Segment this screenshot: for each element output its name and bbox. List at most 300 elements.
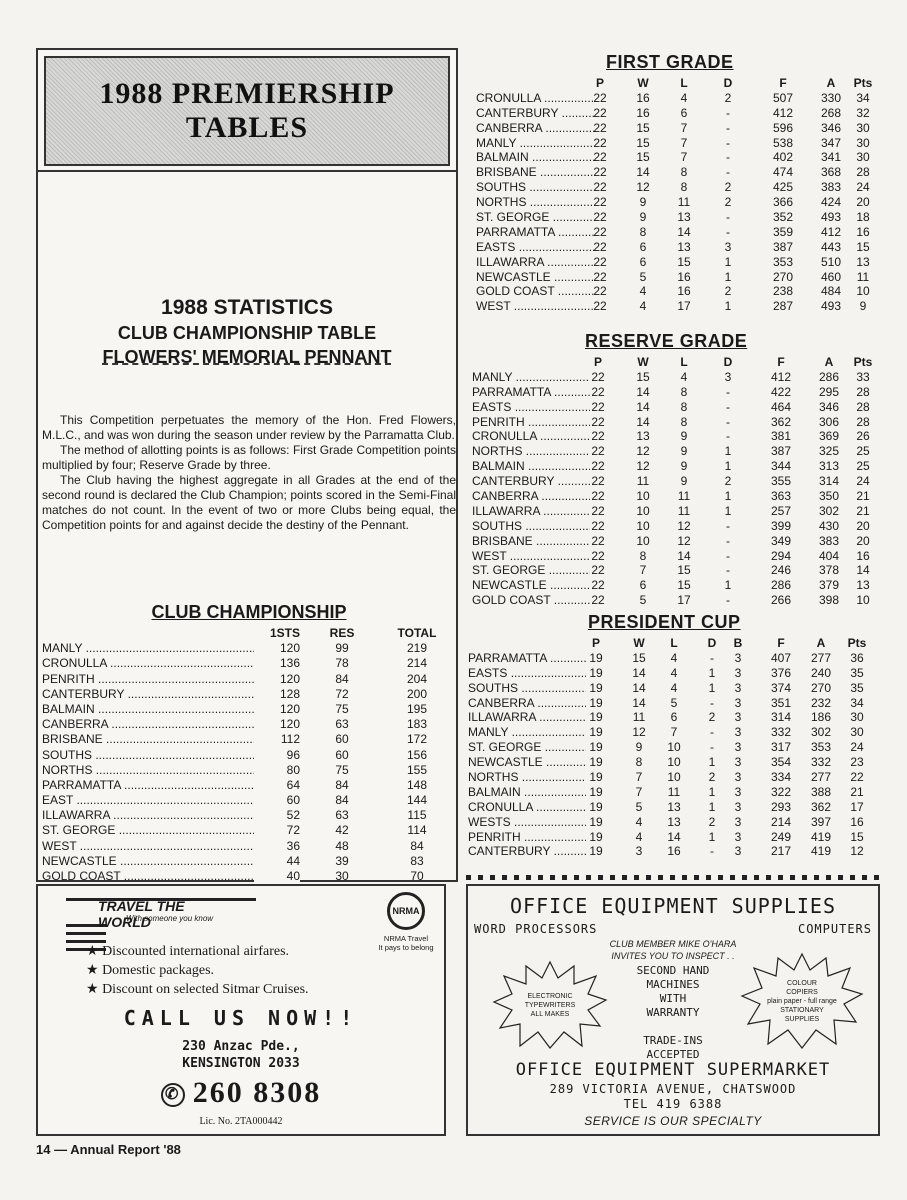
table-cell: 22: [591, 474, 605, 489]
table-cell: 351: [770, 695, 792, 710]
banner-line-1: 1988 PREMIERSHIP: [99, 77, 395, 110]
table-cell: 144: [406, 793, 428, 808]
table-cell: 3: [724, 239, 732, 254]
table-cell: -: [710, 650, 714, 665]
table-cell: 13: [856, 578, 870, 593]
table-cell: 8: [680, 384, 688, 399]
table-cell: 60: [254, 793, 300, 808]
table-cell: 294: [770, 548, 792, 563]
column-header: TOTAL: [397, 626, 437, 640]
column-header: RES: [329, 626, 355, 640]
table-cell: 3: [734, 799, 742, 814]
table-cell: 21: [856, 503, 870, 518]
table-cell: 1: [724, 444, 732, 459]
banner-line-2: TABLES: [185, 111, 309, 144]
table-cell: 302: [818, 503, 840, 518]
table-row: [42, 854, 452, 869]
invite-line-2: INVITES YOU TO INSPECT . .: [611, 951, 735, 961]
club-name: SOUTHS .....: [472, 519, 590, 534]
table-row: [468, 830, 886, 845]
pennant-title: FLOWERS' MEMORIAL PENNANT: [102, 347, 392, 367]
table-cell: 306: [818, 414, 840, 429]
table-cell: 1: [724, 269, 732, 284]
table-cell: 34: [856, 90, 870, 105]
table-cell: 25: [856, 459, 870, 474]
table-cell: 60: [335, 732, 349, 747]
column-header: L: [680, 76, 688, 90]
column-header: Pts: [847, 636, 867, 650]
club-name: PENRITH .....: [468, 830, 586, 845]
table-cell: 70: [410, 869, 424, 883]
club-name: CANTERBURY .....: [472, 474, 590, 489]
table-cell: -: [726, 165, 730, 180]
call-us-text: CALL US NOW!!: [123, 1006, 359, 1030]
table-cell: 22: [591, 593, 605, 608]
table-row: [476, 121, 886, 136]
table-cell: 22: [593, 120, 607, 135]
table-row: [476, 210, 886, 225]
table-cell: -: [726, 414, 730, 429]
table-cell: 493: [820, 299, 842, 314]
table-cell: 11: [667, 784, 681, 799]
table-cell: 183: [406, 717, 428, 732]
table-cell: 200: [406, 686, 428, 701]
table-cell: 16: [850, 814, 864, 829]
table-cell: 22: [593, 239, 607, 254]
first-grade-table: [476, 76, 886, 314]
column-header: W: [633, 636, 645, 650]
table-cell: 5: [639, 269, 647, 284]
table-row: [476, 136, 886, 151]
table-cell: 28: [856, 414, 870, 429]
table-cell: 11: [632, 710, 646, 725]
table-cell: 464: [770, 399, 792, 414]
table-cell: 6: [639, 254, 647, 269]
invite-line-1: CLUB MEMBER MIKE O'HARA: [609, 939, 737, 949]
table-cell: 277: [810, 650, 832, 665]
table-cell: 22: [850, 770, 864, 785]
table-cell: 12: [636, 180, 650, 195]
table-cell: 24: [856, 474, 870, 489]
table-cell: -: [726, 384, 730, 399]
address-line-1: 230 Anzac Pde.,: [182, 1039, 300, 1054]
table-cell: 6: [670, 710, 678, 725]
club-name: NORTHS .....: [468, 770, 586, 785]
table-cell: 3: [734, 665, 742, 680]
table-cell: 6: [680, 105, 688, 120]
table-cell: 10: [667, 755, 681, 770]
burst-left-line: TYPEWRITERS: [524, 1001, 576, 1009]
column-header: Pts: [853, 355, 873, 369]
club-name: PARRAMATTA .....: [472, 385, 590, 400]
table-cell: 7: [635, 770, 643, 785]
office-title: OFFICE EQUIPMENT SUPPLIES: [509, 894, 837, 918]
table-cell: 10: [636, 489, 650, 504]
table-row: [42, 839, 452, 854]
table-cell: 4: [635, 814, 643, 829]
table-cell: 286: [818, 369, 840, 384]
table-cell: 11: [677, 503, 691, 518]
office-tel: TEL 419 6388: [623, 1097, 723, 1111]
table-cell: 2: [724, 90, 732, 105]
table-cell: 368: [820, 165, 842, 180]
table-cell: -: [726, 210, 730, 225]
table-cell: 7: [639, 563, 647, 578]
table-cell: 14: [632, 665, 646, 680]
table-cell: 19: [589, 799, 603, 814]
club-name: CRONULLA .....: [476, 91, 594, 106]
club-name: CANTERBURY .....: [476, 106, 594, 121]
phone-icon: ✆: [161, 1083, 185, 1107]
table-cell: 15: [677, 254, 691, 269]
table-row: [42, 672, 452, 687]
table-cell: 19: [589, 770, 603, 785]
burst-right-line: STATIONARY: [780, 1006, 824, 1014]
table-cell: 240: [810, 665, 832, 680]
table-header-row: [42, 626, 452, 641]
club-name: WESTS .....: [468, 815, 586, 830]
table-cell: 376: [770, 665, 792, 680]
table-cell: 350: [818, 489, 840, 504]
table-cell: 6: [639, 239, 647, 254]
table-row: [476, 270, 886, 285]
table-cell: 14: [677, 224, 691, 239]
table-cell: 314: [818, 474, 840, 489]
table-cell: 374: [770, 680, 792, 695]
burst-left-line: ELECTRONIC: [527, 992, 573, 1000]
club-name: BALMAIN .....: [42, 702, 274, 717]
table-cell: 12: [632, 725, 646, 740]
table-cell: 30: [335, 869, 349, 883]
table-cell: 1: [708, 829, 716, 844]
table-cell: 172: [406, 732, 428, 747]
table-cell: 72: [335, 686, 349, 701]
service-slogan: SERVICE IS OUR SPECIALTY: [584, 1114, 762, 1128]
intro-paragraph: The Club having the highest aggregate in all Grades at the end of the second round is declared the Club Champion; points scored in the Semi-Final matches do not count. In the event of two or more Clubs being equal, the Competition points for and against decide the destiny of the Pennant.: [42, 473, 456, 532]
table-cell: 383: [818, 533, 840, 548]
column-header: W: [637, 355, 649, 369]
table-cell: 4: [670, 650, 678, 665]
table-cell: 186: [810, 710, 832, 725]
table-cell: 22: [593, 284, 607, 299]
table-cell: -: [726, 150, 730, 165]
table-cell: 287: [772, 299, 794, 314]
table-cell: 5: [635, 799, 643, 814]
table-cell: 14: [667, 829, 681, 844]
table-cell: 379: [818, 578, 840, 593]
table-row: [42, 656, 452, 671]
table-cell: 128: [254, 687, 300, 702]
table-cell: 232: [810, 695, 832, 710]
table-cell: 96: [254, 748, 300, 763]
table-cell: 13: [677, 210, 691, 225]
table-row: [42, 823, 452, 838]
table-cell: 22: [591, 533, 605, 548]
table-cell: 349: [770, 533, 792, 548]
table-cell: 219: [406, 641, 428, 656]
club-name: PARRAMATTA .....: [468, 651, 586, 666]
table-cell: 14: [632, 695, 646, 710]
table-cell: 369: [818, 429, 840, 444]
table-row: [468, 800, 886, 815]
table-row: [468, 740, 886, 755]
club-name: ILLAWARRA .....: [476, 255, 594, 270]
table-cell: 15: [636, 135, 650, 150]
table-cell: 14: [636, 165, 650, 180]
table-cell: 19: [589, 784, 603, 799]
table-row: [472, 400, 886, 415]
column-header: A: [824, 355, 834, 369]
trade-line-2: ACCEPTED: [646, 1048, 700, 1061]
column-header: Pts: [853, 76, 873, 90]
table-row: [468, 844, 886, 859]
table-cell: 1: [708, 665, 716, 680]
table-row: [468, 815, 886, 830]
column-header: A: [816, 636, 826, 650]
table-cell: 1: [724, 459, 732, 474]
table-row: [42, 687, 452, 702]
address-line-2: KENSINGTON 2033: [182, 1056, 300, 1071]
table-cell: 22: [591, 459, 605, 474]
table-cell: 16: [856, 224, 870, 239]
table-cell: 9: [639, 195, 647, 210]
table-cell: 8: [635, 755, 643, 770]
column-header: L: [680, 355, 688, 369]
column-header: 1STS: [254, 626, 300, 641]
table-row: [476, 165, 886, 180]
travel-subtitle: With someone you know: [126, 914, 214, 923]
table-cell: 270: [810, 680, 832, 695]
table-cell: 16: [636, 90, 650, 105]
table-cell: 353: [772, 254, 794, 269]
table-cell: 30: [856, 150, 870, 165]
table-cell: 10: [636, 533, 650, 548]
club-name: MANLY .....: [472, 370, 590, 385]
table-cell: 270: [772, 269, 794, 284]
club-name: ST. GEORGE .....: [42, 823, 274, 838]
club-name: SOUTHS .....: [42, 748, 274, 763]
table-cell: 18: [856, 210, 870, 225]
table-cell: 16: [677, 284, 691, 299]
table-cell: 84: [335, 777, 349, 792]
table-cell: 4: [680, 90, 688, 105]
table-cell: 7: [680, 120, 688, 135]
table-cell: 39: [335, 853, 349, 868]
column-header: P: [595, 76, 604, 90]
table-cell: 84: [410, 838, 424, 853]
table-row: [476, 91, 886, 106]
table-cell: 353: [810, 740, 832, 755]
club-name: BRISBANE .....: [472, 534, 590, 549]
table-cell: 12: [636, 459, 650, 474]
table-cell: 22: [591, 503, 605, 518]
table-row: [472, 578, 886, 593]
table-cell: 1: [724, 503, 732, 518]
club-name: PENRITH .....: [472, 415, 590, 430]
table-row: [472, 519, 886, 534]
nrma-logo: [376, 892, 436, 952]
table-row: [472, 385, 886, 400]
table-cell: 26: [856, 429, 870, 444]
trade-line-1: TRADE-INS: [643, 1034, 703, 1047]
table-cell: -: [726, 533, 730, 548]
table-cell: 60: [335, 747, 349, 762]
table-cell: 7: [680, 150, 688, 165]
bullet-item: ★ Domestic packages.: [86, 961, 309, 980]
column-header: B: [733, 636, 743, 650]
table-cell: 78: [335, 656, 349, 671]
club-name: CANBERRA .....: [472, 489, 590, 504]
table-cell: 19: [589, 665, 603, 680]
table-cell: 34: [850, 695, 864, 710]
table-cell: 507: [772, 90, 794, 105]
table-cell: 120: [254, 717, 300, 732]
table-cell: -: [726, 224, 730, 239]
table-cell: 22: [591, 548, 605, 563]
table-row: [472, 534, 886, 549]
table-cell: 19: [589, 740, 603, 755]
table-cell: 19: [589, 725, 603, 740]
club-name: CRONULLA .....: [468, 800, 586, 815]
table-cell: 538: [772, 135, 794, 150]
table-row: [476, 180, 886, 195]
table-cell: 387: [772, 239, 794, 254]
table-cell: 19: [589, 814, 603, 829]
table-cell: 40: [254, 869, 300, 884]
table-cell: 268: [820, 105, 842, 120]
table-row: [468, 681, 886, 696]
club-name: ST. GEORGE .....: [472, 563, 590, 578]
table-cell: 295: [818, 384, 840, 399]
table-cell: 2: [724, 284, 732, 299]
table-cell: 10: [636, 503, 650, 518]
table-cell: 330: [820, 90, 842, 105]
club-name: GOLD COAST .....: [476, 284, 594, 299]
club-name: CANBERRA .....: [476, 121, 594, 136]
table-cell: 2: [724, 195, 732, 210]
table-cell: 257: [770, 503, 792, 518]
table-cell: 3: [734, 695, 742, 710]
nrma-badge-icon: NRMA: [387, 892, 425, 930]
table-row: [468, 725, 886, 740]
club-name: CRONULLA .....: [472, 429, 590, 444]
table-cell: 10: [667, 770, 681, 785]
table-cell: 22: [591, 399, 605, 414]
table-cell: 20: [856, 518, 870, 533]
office-equipment-advertisement: [466, 884, 880, 1136]
table-cell: 383: [820, 180, 842, 195]
table-row: [468, 755, 886, 770]
table-row: [42, 778, 452, 793]
column-header: L: [670, 636, 678, 650]
table-cell: 30: [856, 135, 870, 150]
table-row: [42, 748, 452, 763]
table-cell: 22: [591, 578, 605, 593]
table-cell: 422: [770, 384, 792, 399]
table-cell: 22: [593, 165, 607, 180]
club-name: PENRITH .....: [42, 672, 274, 687]
table-row: [476, 299, 886, 314]
club-name: NORTHS .....: [476, 195, 594, 210]
travel-address: [38, 1038, 444, 1072]
table-cell: 5: [639, 593, 647, 608]
table-cell: 9: [635, 740, 643, 755]
club-name: NEWCASTLE .....: [42, 854, 274, 869]
reserve-grade-title: RESERVE GRADE: [585, 331, 748, 351]
table-cell: 33: [856, 369, 870, 384]
table-cell: 120: [254, 702, 300, 717]
table-cell: 156: [406, 747, 428, 762]
table-cell: 9: [639, 210, 647, 225]
table-cell: 20: [856, 533, 870, 548]
table-cell: -: [726, 593, 730, 608]
computers-label: COMPUTERS: [797, 922, 872, 936]
column-header: D: [723, 355, 733, 369]
table-cell: 3: [734, 770, 742, 785]
column-header: P: [593, 355, 602, 369]
table-cell: 362: [770, 414, 792, 429]
table-cell: 1: [708, 784, 716, 799]
table-cell: 17: [677, 299, 691, 314]
table-cell: 346: [820, 120, 842, 135]
table-cell: 10: [856, 284, 870, 299]
table-cell: 11: [636, 474, 650, 489]
table-cell: 75: [335, 701, 349, 716]
table-cell: 3: [734, 740, 742, 755]
reserve-grade-table: [472, 355, 886, 608]
table-cell: 214: [770, 814, 792, 829]
table-cell: 6: [639, 578, 647, 593]
table-cell: 14: [636, 414, 650, 429]
table-cell: 15: [636, 120, 650, 135]
table-cell: 24: [850, 740, 864, 755]
table-row: [472, 474, 886, 489]
table-cell: 30: [856, 120, 870, 135]
table-cell: 424: [820, 195, 842, 210]
table-cell: 484: [820, 284, 842, 299]
column-header: P: [591, 636, 600, 650]
table-cell: 8: [680, 399, 688, 414]
phone-number: 260 8308: [192, 1076, 322, 1109]
table-row: [42, 869, 452, 884]
table-cell: 64: [254, 778, 300, 793]
table-cell: -: [710, 740, 714, 755]
table-cell: 44: [254, 854, 300, 869]
table-row: [468, 710, 886, 725]
club-name: NEWCASTLE .....: [468, 755, 586, 770]
table-cell: 9: [859, 299, 867, 314]
table-row: [468, 770, 886, 785]
table-cell: 28: [856, 165, 870, 180]
table-cell: 355: [770, 474, 792, 489]
table-cell: 7: [635, 784, 643, 799]
table-row: [472, 459, 886, 474]
burst-right-line: plain paper - full range: [767, 997, 837, 1005]
table-row: [476, 225, 886, 240]
travel-title: TRAVEL THE WORLD: [98, 898, 185, 930]
table-cell: 3: [734, 725, 742, 740]
club-name: BALMAIN .....: [468, 785, 586, 800]
table-cell: 12: [636, 444, 650, 459]
table-cell: 13: [667, 799, 681, 814]
table-row: [472, 489, 886, 504]
table-cell: 14: [636, 384, 650, 399]
table-cell: 14: [636, 399, 650, 414]
club-name: EASTS .....: [468, 666, 586, 681]
divider: [38, 170, 456, 172]
table-cell: 3: [734, 784, 742, 799]
club-name: MANLY .....: [476, 136, 594, 151]
